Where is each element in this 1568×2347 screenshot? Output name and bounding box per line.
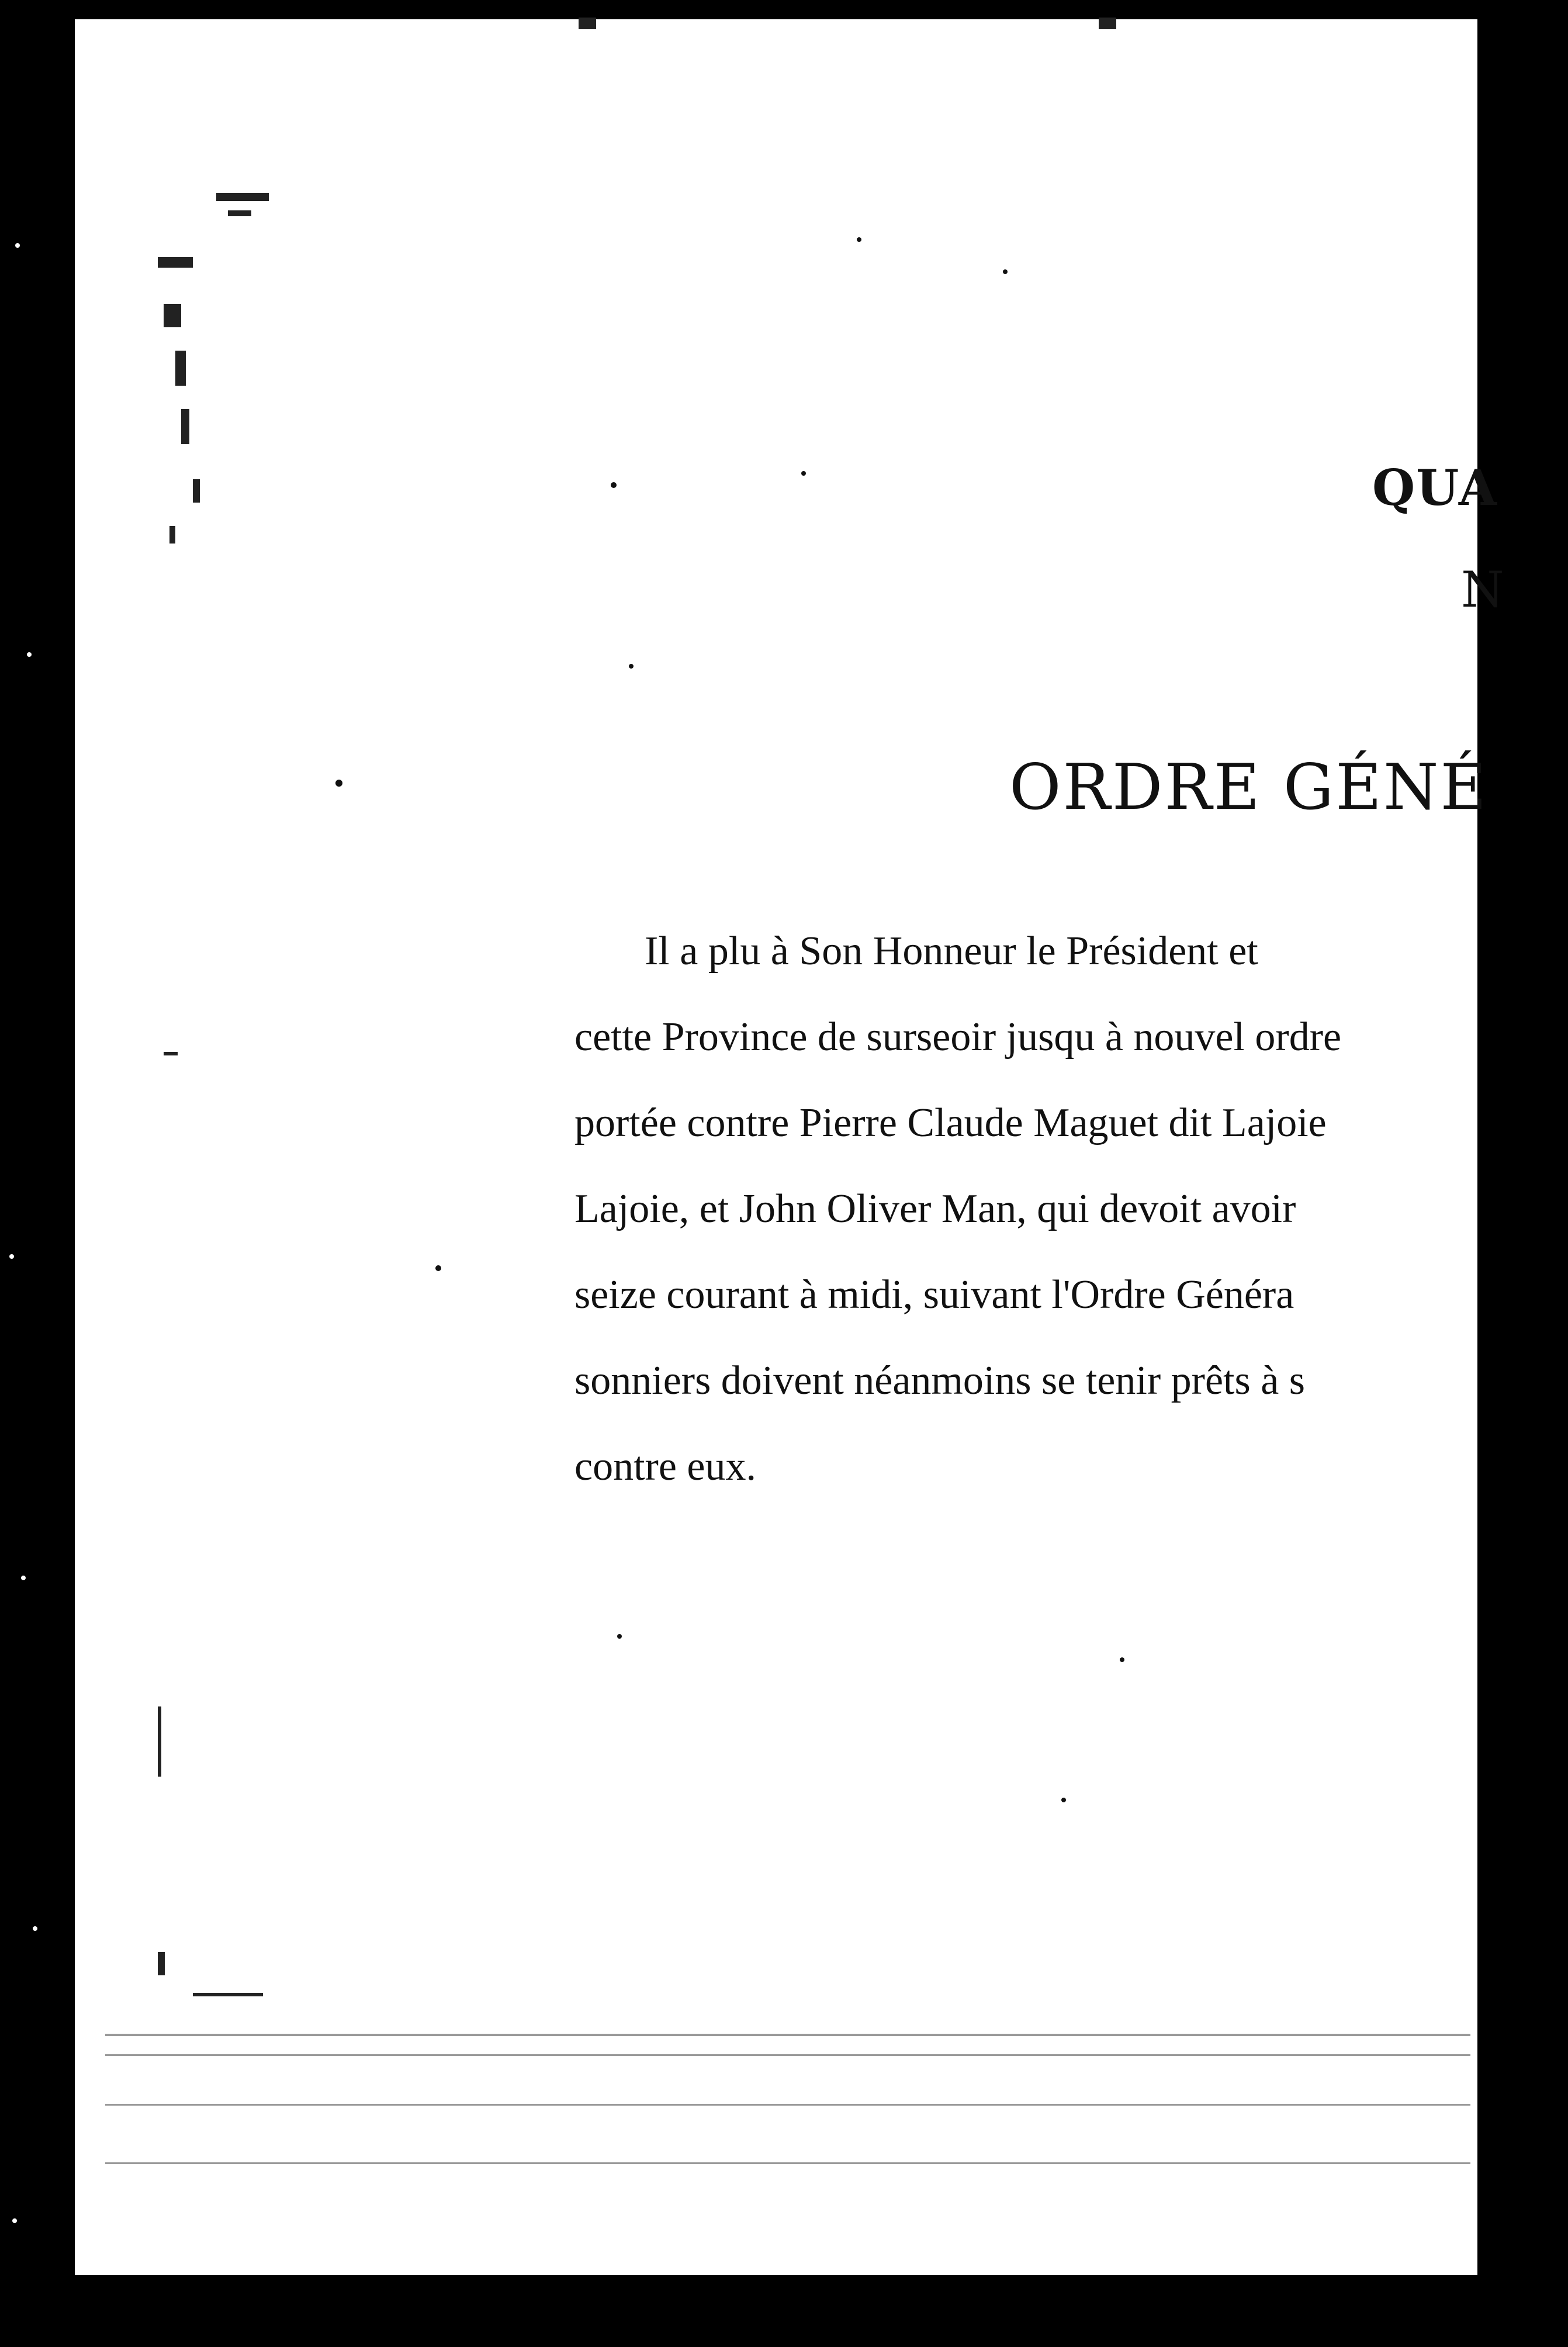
body-line: portée contre Pierre Claude Maguet dit Lajoie <box>574 1100 1327 1145</box>
header-date: N <box>1461 561 1504 618</box>
body-line: seize courant à midi, suivant l'Ordre Généra <box>574 1272 1294 1317</box>
body-line: sonniers doivent néanmoins se tenir prêts à s <box>574 1358 1306 1403</box>
header-city: QUA <box>1372 459 1498 517</box>
body-line: cette Province de surseoir jusqu à nouvel ordre <box>574 1015 1342 1060</box>
document-title: ORDRE GÉNÉ <box>1009 751 1489 824</box>
body-line: Il a plu à Son Honneur le Président et <box>645 929 1258 974</box>
document-body <box>574 928 1568 1529</box>
body-line: Lajoie, et John Oliver Man, qui devoit avoir <box>574 1186 1296 1231</box>
body-line: contre eux. <box>574 1444 756 1489</box>
